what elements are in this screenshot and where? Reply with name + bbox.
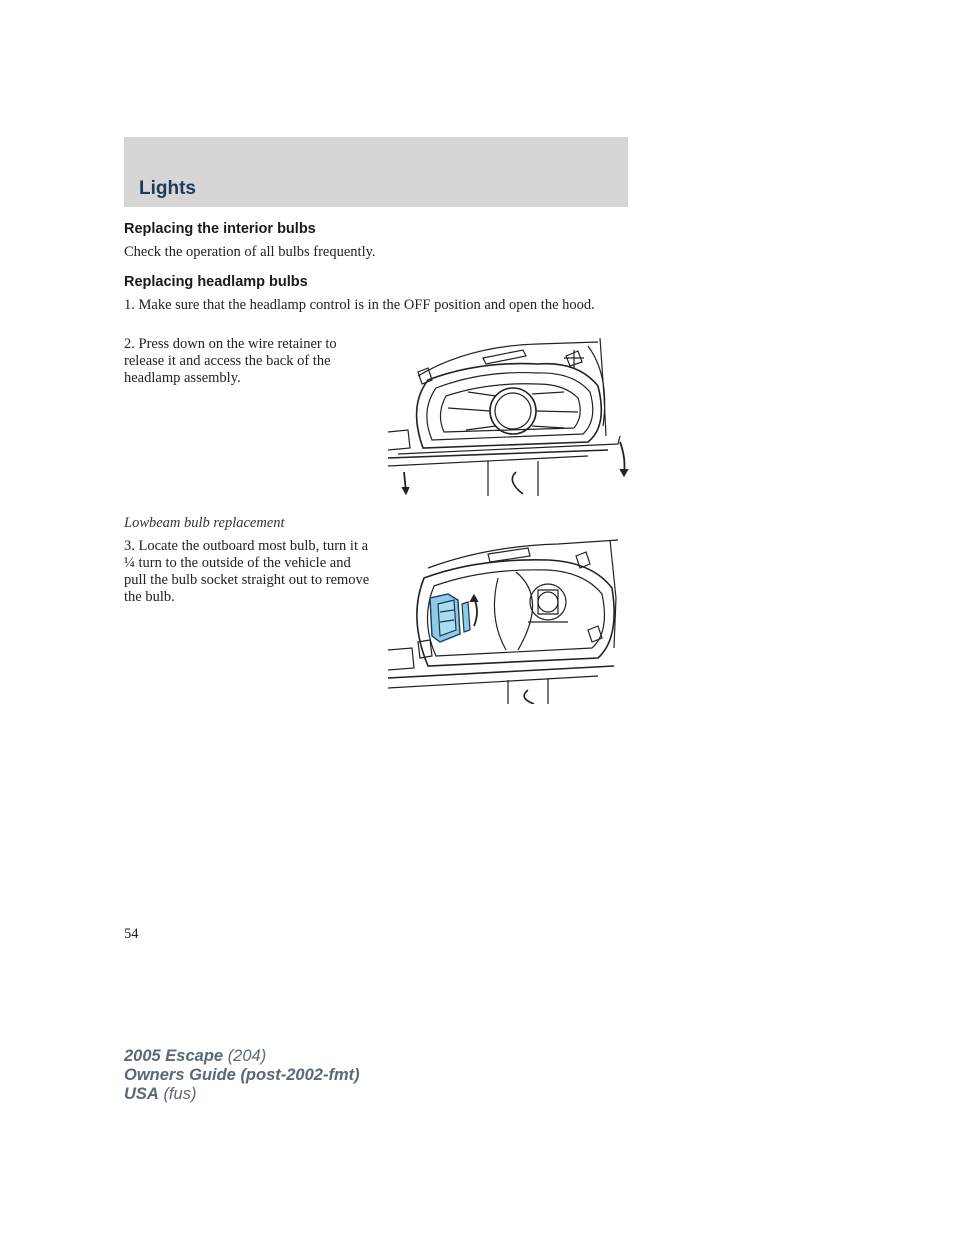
lowbeam-bulb-illustration (388, 538, 632, 704)
document-footer (124, 1047, 360, 1104)
page-number: 54 (124, 926, 139, 942)
headlamp-assembly-illustration (388, 336, 632, 498)
heading-interior-bulbs: Replacing the interior bulbs (124, 221, 316, 237)
interior-bulbs-text: Check the operation of all bulbs frequently. (124, 244, 376, 260)
footer-line-1: 2005 Escape (204) (124, 1047, 267, 1065)
heading-headlamp-bulbs: Replacing headlamp bulbs (124, 274, 308, 290)
lowbeam-caption: Lowbeam bulb replacement (124, 515, 285, 531)
footer-line-2: Owners Guide (post-2002-fmt) (124, 1066, 360, 1084)
step-1-text: 1. Make sure that the headlamp control is in the OFF position and open the hood. (124, 297, 595, 313)
footer-line-3: USA (fus) (124, 1085, 197, 1103)
step-2-text: 2. Press down on the wire retainer to release it and access the back of the headlamp assembly. (124, 336, 337, 386)
step-3-text: 3. Locate the outboard most bulb, turn it a ¼ turn to the outside of the vehicle and pull the bulb socket straight out to remove the bulb. (124, 538, 370, 605)
section-header-band (124, 137, 628, 207)
section-title: Lights (139, 178, 196, 199)
